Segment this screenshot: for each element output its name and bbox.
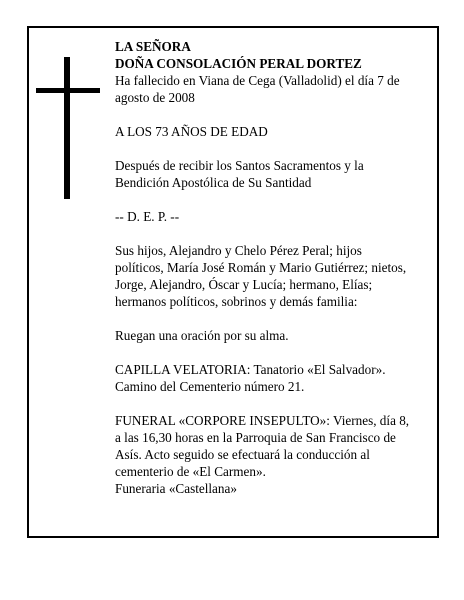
funeral-line-3: Asís. Acto seguido se efectuará la conducción al: [115, 447, 370, 462]
death-line-2: agosto de 2008: [115, 90, 195, 105]
funeral-home-line: Funeraria «Castellana»: [115, 481, 237, 496]
sacraments-line-2: Bendición Apostólica de Su Santidad: [115, 175, 312, 190]
funeral-line-4: cementerio de «El Carmen».: [115, 464, 266, 479]
chapel-line-1: CAPILLA VELATORIA: Tanatorio «El Salvador».: [115, 362, 386, 377]
sacraments-line-1: Después de recibir los Santos Sacramentos y la: [115, 158, 364, 173]
rip-line: -- D. E. P. --: [115, 209, 180, 224]
family-line-3: Jorge, Alejandro, Óscar y Lucía; hermano, Elías;: [115, 277, 373, 292]
funeral-line-2: a las 16,30 horas en la Parroquia de San Francisco de: [115, 430, 396, 445]
chapel-line-2: Camino del Cementerio número 21.: [115, 379, 305, 394]
cross-vertical-bar: [64, 57, 70, 199]
prayer-line: Ruegan una oración por su alma.: [115, 328, 289, 343]
notice-title: LA SEÑORA: [115, 39, 191, 54]
age-line: A LOS 73 AÑOS DE EDAD: [115, 124, 268, 139]
funeral-line-1: FUNERAL «CORPORE INSEPULTO»: Viernes, día 8,: [115, 413, 410, 428]
family-line-2: políticos, María José Román y Mario Gutiérrez; nietos,: [115, 260, 407, 275]
family-line-4: hermanos políticos, sobrinos y demás familia:: [115, 294, 358, 309]
deceased-name: DOÑA CONSOLACIÓN PERAL DORTEZ: [115, 56, 362, 71]
cross-icon: [36, 57, 100, 199]
obituary-text: [115, 38, 415, 497]
death-line-1: Ha fallecido en Viana de Cega (Valladolid) el día 7 de: [115, 73, 400, 88]
family-line-1: Sus hijos, Alejandro y Chelo Pérez Peral; hijos: [115, 243, 362, 258]
cross-horizontal-bar: [36, 88, 100, 93]
